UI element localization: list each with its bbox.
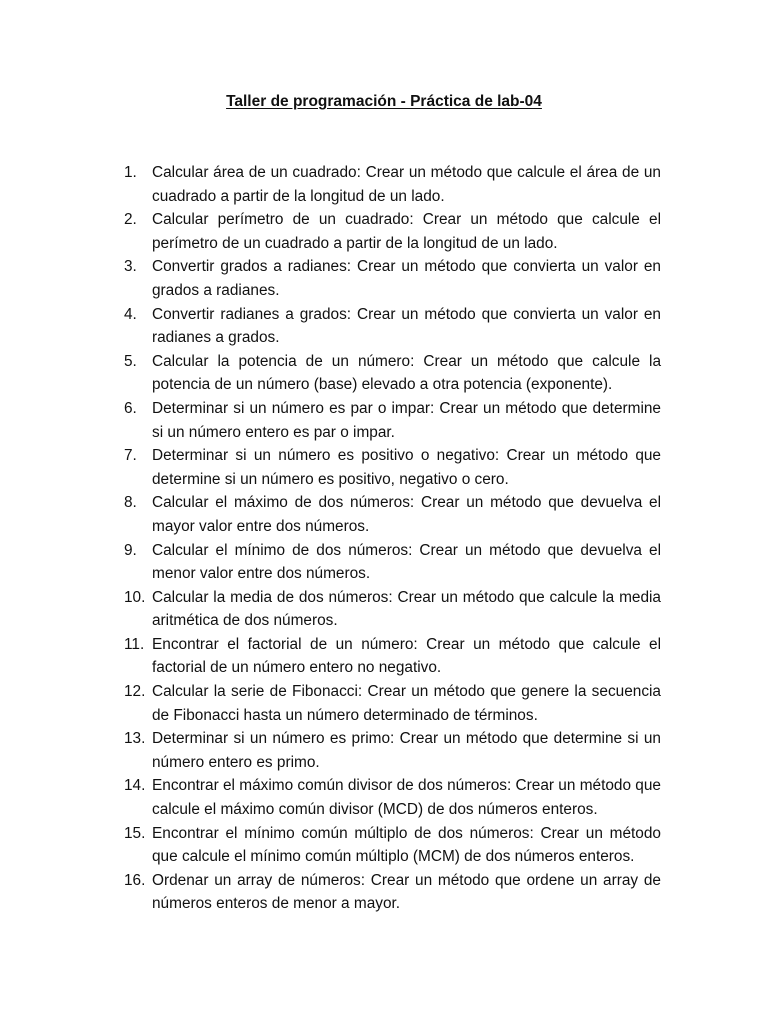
list-item — [124, 539, 661, 586]
item-number: 2. — [124, 211, 137, 229]
list-item — [124, 161, 661, 208]
exercise-list — [124, 161, 661, 916]
item-text: Calcular la serie de Fibonacci: Crear un método que genere la secuencia de Fibonacci hasta un número determinado de términos. — [152, 683, 661, 724]
item-text: Encontrar el factorial de un número: Crear un método que calcule el factorial de un número entero no negativo. — [152, 635, 661, 677]
item-text: Determinar si un número es primo: Crear un método que determine si un número entero es primo. — [152, 730, 661, 771]
item-number: 3. — [124, 258, 137, 276]
list-item — [124, 444, 661, 491]
item-text: Calcular el mínimo de dos números: Crear un método que devuelva el menor valor entre dos números. — [152, 541, 661, 583]
item-text: Calcular la media de dos números: Crear un método que calcule la media aritmética de dos números. — [152, 588, 661, 630]
list-item — [124, 491, 661, 538]
item-number: 6. — [124, 399, 137, 417]
list-item — [124, 774, 661, 821]
list-item — [124, 869, 661, 916]
list-item — [124, 255, 661, 302]
list-item — [124, 303, 661, 350]
item-number: 1. — [124, 164, 137, 181]
list-item — [124, 397, 661, 444]
item-number: 10. — [124, 588, 146, 606]
item-text: Calcular el máximo de dos números: Crear un método que devuelva el mayor valor entre dos números. — [152, 494, 661, 535]
item-text: Calcular área de un cuadrado: Crear un método que calcule el área de un cuadrado a partir de la longitud de un lado. — [152, 164, 661, 205]
item-number: 4. — [124, 305, 137, 323]
item-number: 15. — [124, 824, 146, 842]
list-item — [124, 586, 661, 633]
item-text: Encontrar el máximo común divisor de dos números: Crear un método que calcule el máximo común divisor (MCD) de dos números enteros. — [152, 777, 661, 819]
item-number: 5. — [124, 352, 137, 370]
item-text: Encontrar el mínimo común múltiplo de dos números: Crear un método que calcule el mínimo común múltiplo (MCM) de dos números enteros. — [152, 824, 661, 866]
list-item — [124, 680, 661, 727]
list-item — [124, 633, 661, 680]
item-text: Determinar si un número es positivo o negativo: Crear un método que determine si un número es positivo, negativo o cero. — [152, 447, 661, 488]
list-item — [124, 727, 661, 774]
item-text: Ordenar un array de números: Crear un método que ordene un array de números enteros de menor a mayor. — [152, 871, 661, 913]
item-text: Calcular perímetro de un cuadrado: Crear un método que calcule el perímetro de un cuadrado a partir de la longitud de un lado. — [152, 211, 661, 252]
item-number: 7. — [124, 447, 137, 465]
list-item — [124, 822, 661, 869]
item-text: Determinar si un número es par o impar: Crear un método que determine si un número entero es par o impar. — [152, 399, 661, 441]
item-number: 12. — [124, 683, 146, 701]
item-number: 14. — [124, 777, 146, 795]
list-item — [124, 350, 661, 397]
item-number: 9. — [124, 541, 137, 559]
item-number: 8. — [124, 494, 137, 512]
list-item — [124, 208, 661, 255]
item-text: Convertir radianes a grados: Crear un método que convierta un valor en radianes a grados. — [152, 305, 661, 347]
item-text: Calcular la potencia de un número: Crear un método que calcule la potencia de un número (base) elevado a otra potencia (exponente). — [152, 352, 661, 394]
item-number: 13. — [124, 730, 146, 748]
item-number: 16. — [124, 871, 146, 889]
item-text: Convertir grados a radianes: Crear un método que convierta un valor en grados a radianes. — [152, 258, 661, 299]
page-title: Taller de programación - Práctica de lab-04 — [226, 93, 542, 110]
item-number: 11. — [124, 635, 145, 653]
